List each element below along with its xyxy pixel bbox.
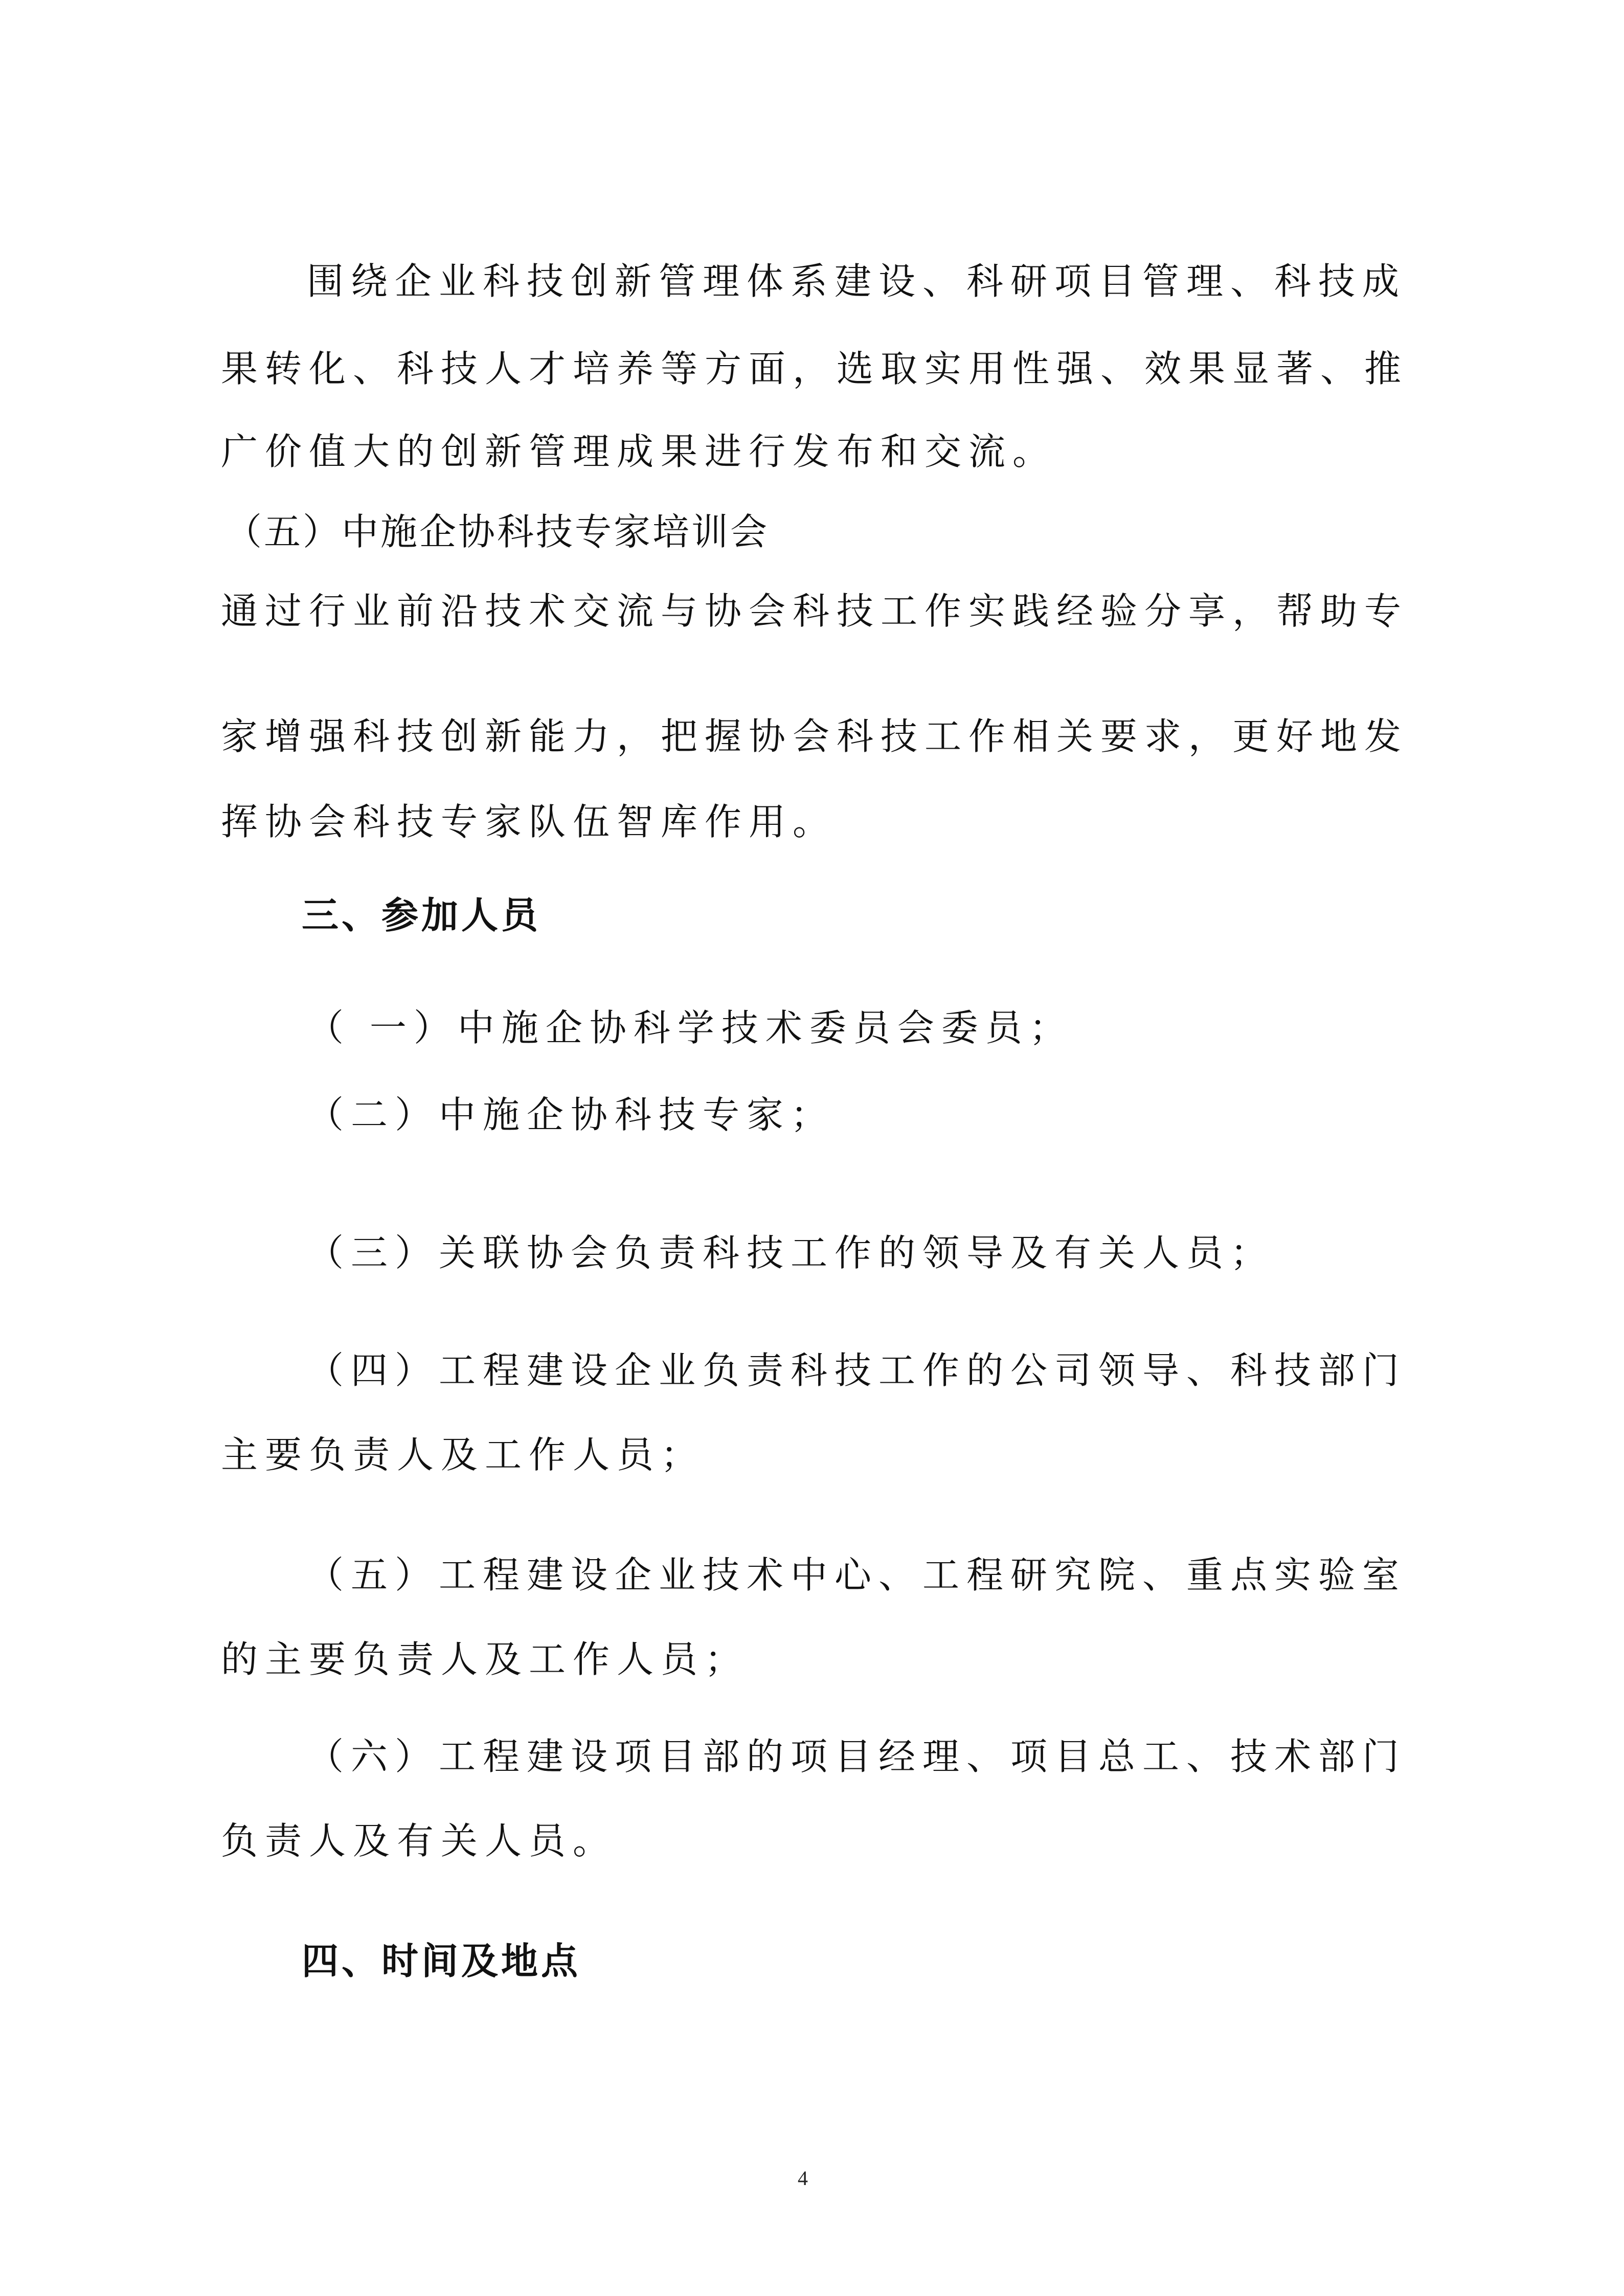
paragraph-line: 广价值大的创新管理成果进行发布和交流。 bbox=[221, 430, 1057, 473]
list-item: （ 一）中施企协科学技术委员会委员； bbox=[307, 1006, 1073, 1049]
paragraph-line: 挥协会科技专家队伍智库作用。 bbox=[221, 800, 837, 843]
section-heading-time-location: 四、时间及地点 bbox=[302, 1940, 581, 1983]
section-heading-participants: 三、参加人员 bbox=[302, 894, 542, 937]
paragraph-line: 通过行业前沿技术交流与协会科技工作实践经验分享，帮助专 bbox=[221, 590, 1409, 633]
list-item: （六）工程建设项目部的项目经理、项目总工、技术部门 bbox=[307, 1735, 1407, 1778]
list-item: （四）工程建设企业负责科技工作的公司领导、科技部门 bbox=[307, 1349, 1407, 1392]
paragraph-line: 围绕企业科技创新管理体系建设、科研项目管理、科技成 bbox=[307, 260, 1407, 303]
list-item: （二）中施企协科技专家； bbox=[307, 1093, 835, 1136]
subheading-training: （五）中施企协科技专家培训会 bbox=[225, 510, 770, 553]
list-item: （三）关联协会负责科技工作的领导及有关人员； bbox=[307, 1231, 1275, 1274]
page-number: 4 bbox=[798, 2167, 808, 2190]
list-item: （五）工程建设企业技术中心、工程研究院、重点实验室 bbox=[307, 1554, 1407, 1596]
list-item-continuation: 主要负责人及工作人员； bbox=[221, 1433, 705, 1476]
paragraph-line: 家增强科技创新能力，把握协会科技工作相关要求，更好地发 bbox=[221, 715, 1409, 758]
paragraph-line: 果转化、科技人才培养等方面，选取实用性强、效果显著、推 bbox=[221, 347, 1409, 390]
list-item-continuation: 负责人及有关人员。 bbox=[221, 1819, 617, 1862]
list-item-continuation: 的主要负责人及工作人员； bbox=[221, 1638, 749, 1681]
